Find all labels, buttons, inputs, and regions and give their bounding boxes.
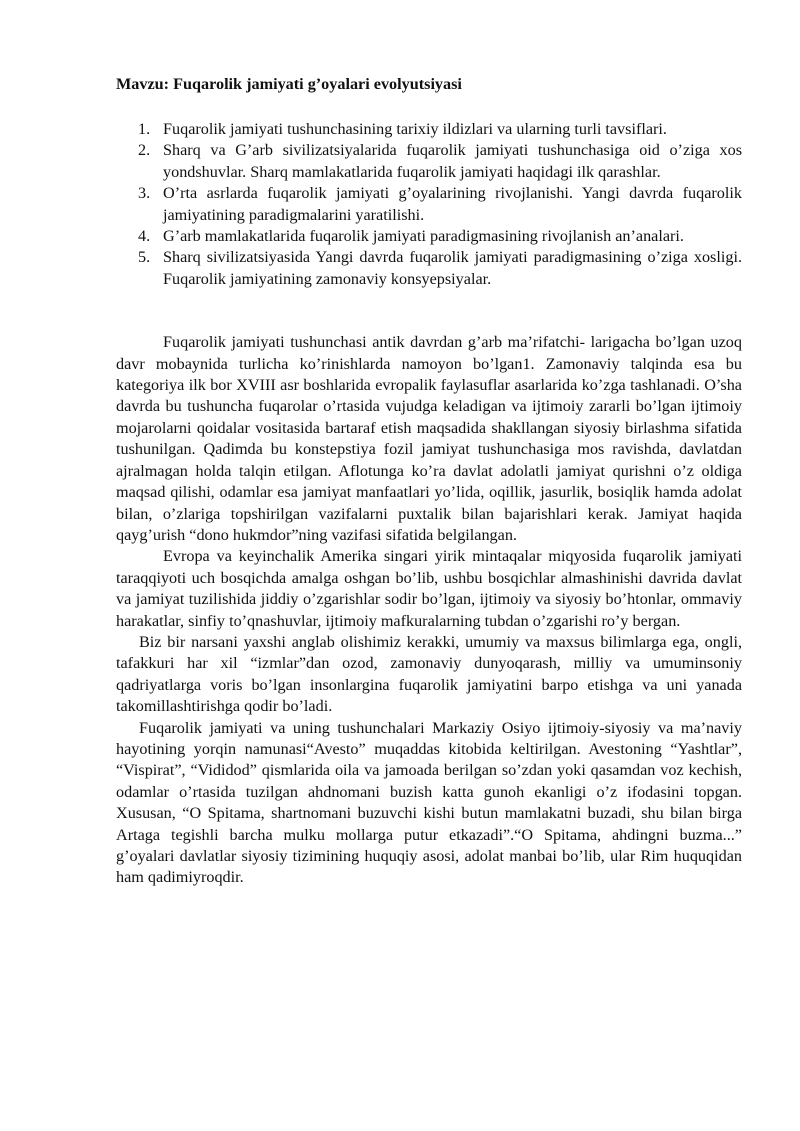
outline-item [116,247,742,290]
outline-item [116,119,742,140]
outline-item-number: 3. [138,184,151,203]
outline-item-number: 5. [138,248,151,267]
body-paragraph: Fuqarolik jamiyati tushunchasi antik davrdan g’arb ma’rifatchi- larigacha bo’lgan uzoq davr mobaynida turlicha ko’rinishlarda namoyon bo’lgan1. Zamonaviy talqinda esa bu kategoriya ilk bor XVIII asr boshlarida evropalik faylasuflar asarlarida ko’zga tashlanadi. O’sha davrda bu tushuncha fuqarolar o’rtasida vujudga keladigan va ijtimoiy zararli bo’lgan ijtimoiy mojarolarni qoidalar vositasida bartaraf etish maqsadida shakllangan siyosiy birlashma sifatida tushunilgan. Qadimda bu konstepstiya fozil jamiyat tushunchasiga mos ravishda, davlatdan ajralmagan holda talqin etilgan. Aflotunga ko’ra davlat adolatli jamiyat qurishni o’z oldiga maqsad qilishi, odamlar esa jamiyat manfaatlari yo’lida, oqillik, jasurlik, bosiqlik hamda adolat bilan, o’zlariga topshirilgan vazifalarni puxtalik bilan bajarishlari kerak. Jamiyat haqida qayg’urish “dono hukmdor”ning vazifasi sifatida belgilangan. [116,333,742,544]
body-text [116,332,742,889]
outline-item [116,140,742,183]
outline-item-number: 2. [138,141,151,160]
document-title: Mavzu: Fuqarolik jamiyati g’oyalari evolyutsiyasi [116,75,462,93]
outline-item [116,226,742,247]
outline-item-text: Fuqarolik jamiyati tushunchasining tarixiy ildizlari va ularning turli tavsiflari. [163,120,667,138]
outline-item [116,183,742,226]
body-paragraph: Evropa va keyinchalik Amerika singari yirik mintaqalar miqyosida fuqarolik jamiyati taraqqiyoti uch bosqichda amalga oshgan bo’lib, ushbu bosqichlar almashinishi davrida davlat va jamiyat tuzilishida jiddiy o’zgarishlar sodir bo’lgan, ijtimoiy va siyosiy bo’htonlar, ommaviy harakatlar, sinfiy to’qnashuvlar, ijtimoiy mafkuralarning tubdan o’zgarishi ro’y bergan. [116,547,742,630]
outline-item-text: Sharq va G’arb sivilizatsiyalarida fuqarolik jamiyati tushunchasiga oid o’ziga xos yondshuvlar. Sharq mamlakatlarida fuqarolik jamiyati haqidagi ilk qarashlar. [163,141,742,181]
body-paragraph: Fuqarolik jamiyati va uning tushunchalari Markaziy Osiyo ijtimoiy-siyosiy va ma’naviy hayotining yorqin namunasi“Avesto” muqaddas kitobida keltirilgan. Avestoning “Yashtlar”, “Vispirat”, “Vididod” qismlarida oila va jamoada berilgan so’zdan yoki qasamdan voz kechish, odamlar o’rtasida tuzilgan ahdnomani buzish katta gunoh ekanligi o’z ifodasini topgan. Xususan, “O Spitama, shartnomani buzuvchi kishi butun mamlakatni buzadi, shu bilan birga Artaga tegishli barcha mulku mollarga putur etkazadi”.“O Spitama, ahdingni buzma...” g’oyalari davlatlar siyosiy tizimining huquqiy asosi, adolat manbai bo’lib, ular Rim huquqidan ham qadimiyroqdir. [116,718,742,887]
outline-item-number: 1. [138,120,151,138]
topic-outline-list [116,119,742,290]
outline-item-text: Sharq sivilizatsiyasida Yangi davrda fuqarolik jamiyati paradigmasining o’ziga xosligi. Fuqarolik jamiyatining zamonaviy konsyepsiyalar. [163,248,742,288]
outline-item-number: 4. [138,227,151,246]
outline-item-text: G’arb mamlakatlarida fuqarolik jamiyati paradigmasining rivojlanish an’analari. [163,227,684,246]
document-page [116,74,742,889]
outline-item-text: O’rta asrlarda fuqarolik jamiyati g’oyalarining rivojlanishi. Yangi davrda fuqarolik jamiyatining paradigmalarini yaratilishi. [163,184,742,224]
body-paragraph: Biz bir narsani yaxshi anglab olishimiz kerakki, umumiy va maxsus bilimlarga ega, ongli, tafakkuri har xil “izmlar”dan ozod, zamonaviy dunyoqarash, milliy va umuminsoniy qadriyatlarga voris bo’lgan insonlargina fuqarolik jamiyatini barpo etishga va uni yanada takomillashtirishga qodir bo’ladi. [116,632,742,716]
